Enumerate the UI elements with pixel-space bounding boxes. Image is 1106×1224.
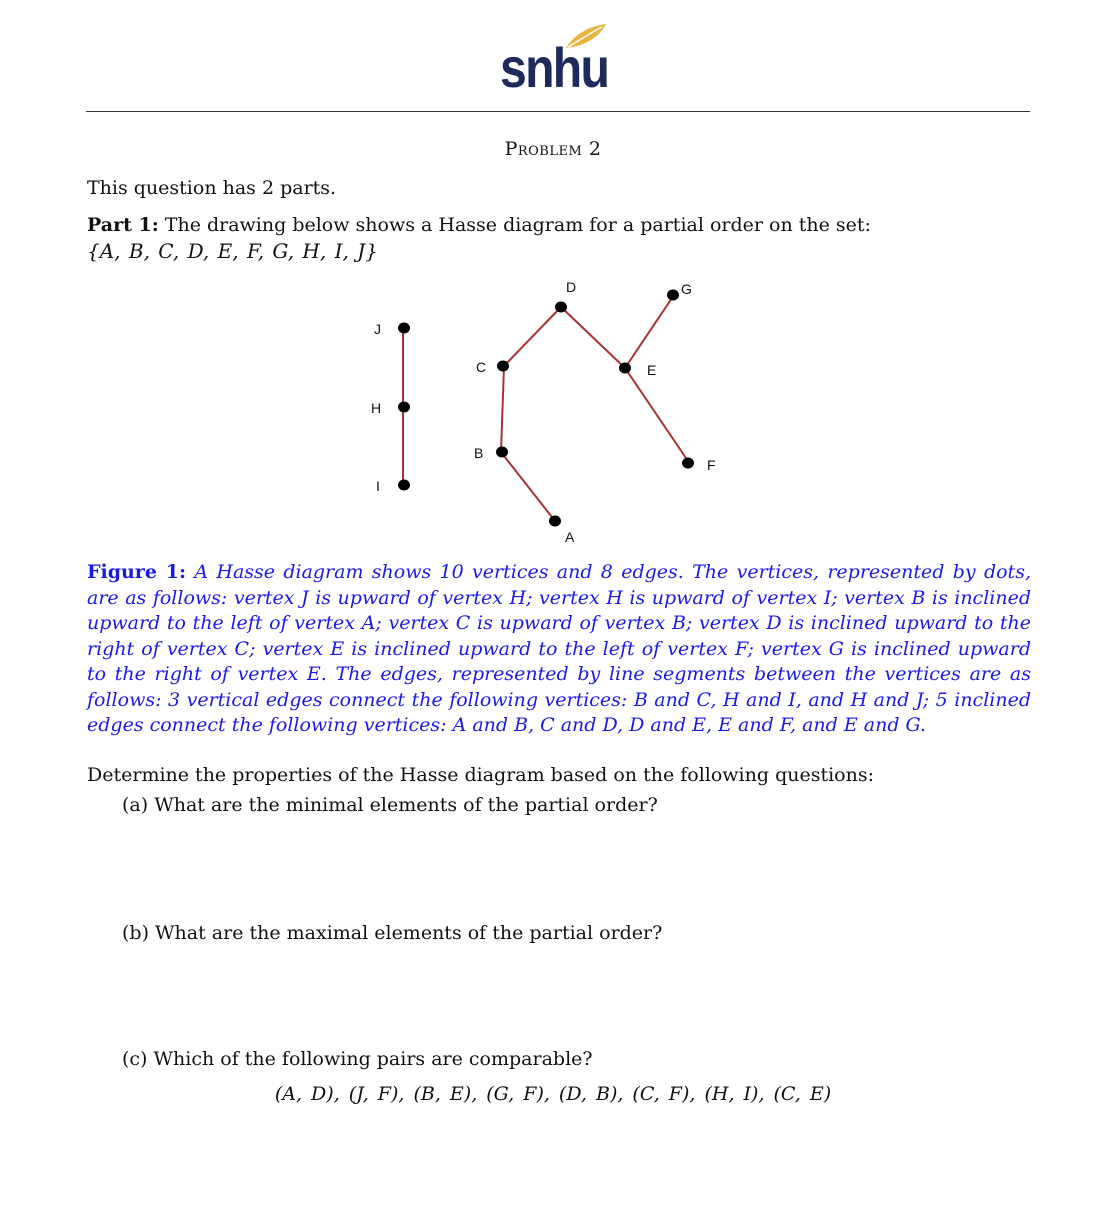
label-c: C (476, 359, 487, 375)
label-j: J (374, 321, 381, 337)
header-rule (86, 111, 1030, 112)
edge-e-f (625, 368, 688, 461)
vertex-d (555, 302, 567, 313)
edge-e-g (625, 295, 674, 368)
figure-caption (87, 560, 1031, 739)
label-a: A (565, 529, 575, 545)
part1-text: The drawing below shows a Hasse diagram for a partial order on the set: (164, 214, 871, 236)
figure-caption-text: A Hasse diagram shows 10 vertices and 8 edges. The vertices, represented by dots, are as follows: vertex J is upward of vertex H; vertex H is upward of vertex I; vertex B is inclined upward to the left of vertex A; vertex C is upward of vertex B; vertex D is inclined upward to the right of vertex C; vertex E is inclined upward to the left of vertex F; vertex G is inclined upward to the right of vertex E. The edges, represented by line segments between the vertices are as follows: 3 vertical edges connect the following vertices: B and C, H and I, and H and J; 5 inclined edges connect the following vertices: A and B, C and D, D and E, E and F, and E and G. (87, 561, 1031, 736)
part1-label: Part 1: (87, 214, 159, 236)
edges (403, 295, 688, 521)
label-d: D (566, 279, 577, 295)
snhu-logo (500, 22, 610, 102)
comparable-pairs: (A, D), (J, F), (B, E), (G, F), (D, B), (C, F), (H, I), (C, E) (274, 1083, 832, 1105)
label-g: G (681, 281, 692, 297)
vertex-f (682, 458, 694, 469)
hasse-diagram (340, 270, 760, 560)
label-f: F (707, 457, 716, 473)
label-b: B (474, 445, 484, 461)
problem-title: Problem 2 (504, 138, 602, 160)
set-notation: {A, B, C, D, E, F, G, H, I, J} (87, 239, 378, 263)
label-e: E (647, 362, 657, 378)
vertex-a (549, 516, 561, 527)
questions-lead: Determine the properties of the Hasse diagram based on the following questions: (87, 764, 875, 786)
edge-d-e (561, 307, 625, 368)
question-b: (b) What are the maximal elements of the partial order? (122, 922, 663, 944)
vertex-e (619, 363, 631, 374)
vertex-h (398, 402, 410, 413)
vertex-i (398, 480, 410, 491)
parts-sentence: This question has 2 parts. (87, 177, 337, 199)
part1-line (87, 213, 871, 238)
label-h: H (371, 400, 382, 416)
edge-c-d (504, 307, 561, 366)
vertex-c (497, 361, 509, 372)
vertex-b (496, 447, 508, 458)
question-c: (c) Which of the following pairs are comparable? (122, 1048, 593, 1070)
question-a: (a) What are the minimal elements of the partial order? (122, 794, 658, 816)
vertex-g (667, 290, 679, 301)
logo-wordmark: snhu (500, 36, 609, 99)
edge-b-c (501, 366, 504, 452)
edge-a-b (501, 452, 555, 521)
figure-label: Figure 1: (87, 561, 187, 583)
label-i: I (376, 478, 380, 494)
vertices (398, 290, 694, 527)
vertex-j (398, 323, 410, 334)
